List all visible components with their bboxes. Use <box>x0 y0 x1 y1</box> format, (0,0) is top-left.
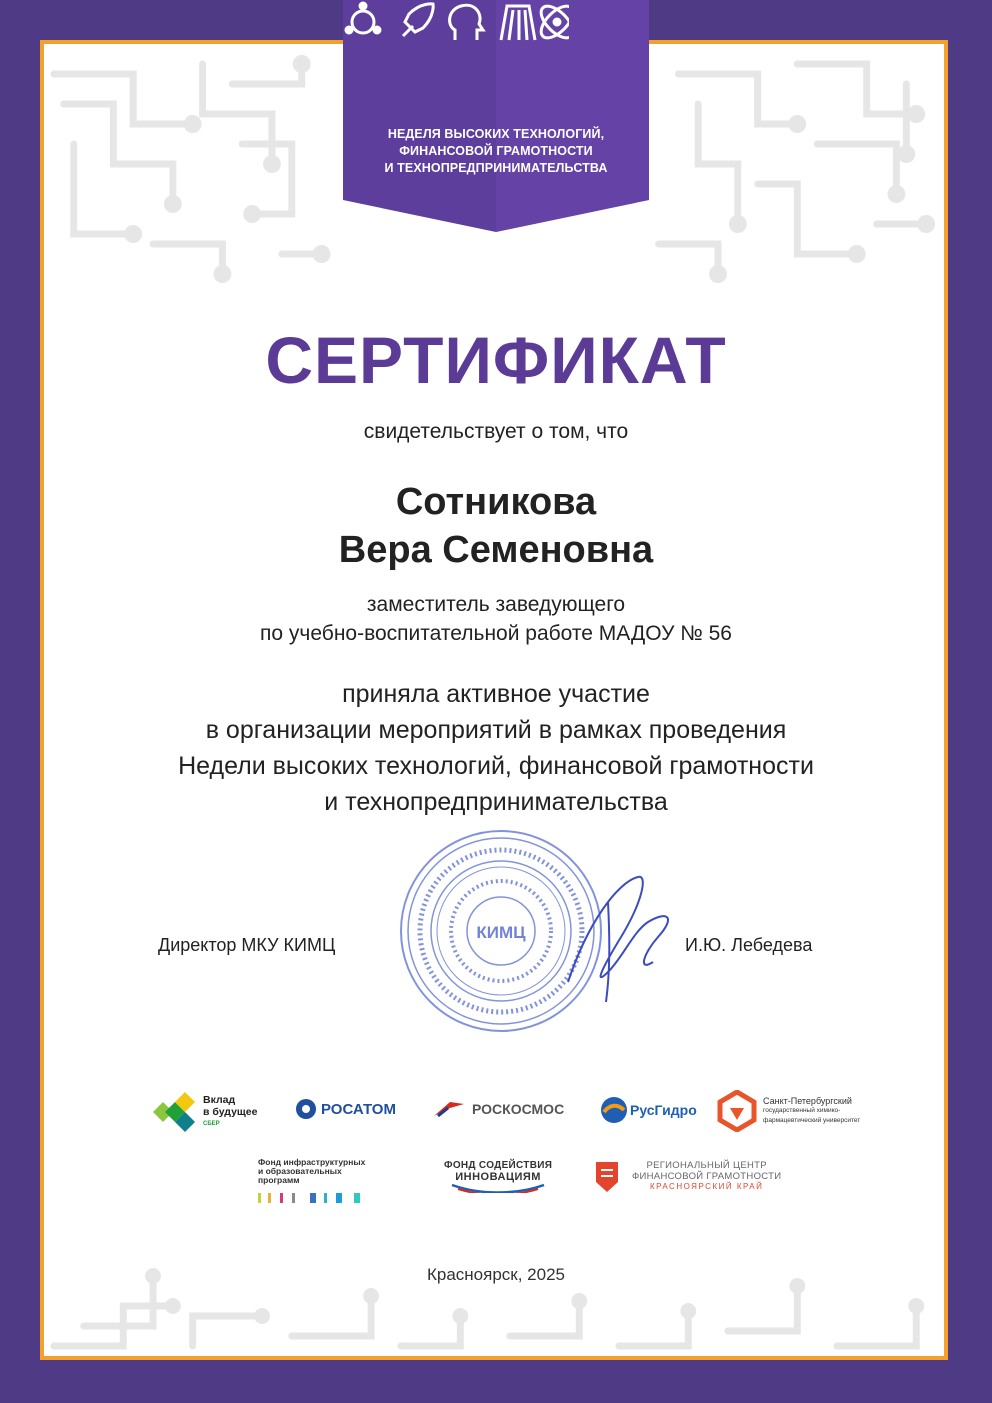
handwritten-signature <box>548 862 688 1012</box>
innov-line-1: ФОНД СОДЕЙСТВИЯ <box>444 1160 553 1171</box>
recipient-name <box>0 478 992 574</box>
rocket-icon <box>403 4 433 36</box>
vklad-line-2: в будущее <box>203 1106 258 1118</box>
city-year: Красноярск, 2025 <box>426 1265 566 1284</box>
vklad-line-1: Вклад <box>203 1094 236 1106</box>
region-center-emblem <box>596 1162 618 1192</box>
atom-icon <box>536 1 569 43</box>
header-line-1: НЕДЕЛЯ ВЫСОКИХ ТЕХНОЛОГИЙ, <box>387 127 605 141</box>
head-profile-icon <box>450 5 483 40</box>
rosatom-mark-icon <box>295 1098 317 1120</box>
region-line-3: КРАСНОЯРСКИЙ КРАЙ <box>649 1182 764 1191</box>
body-line-4: и технопредпринимательства <box>324 788 668 816</box>
innov-flag-swoosh-icon <box>450 1183 546 1193</box>
signatory-name: И.Ю. Лебедева <box>685 935 813 955</box>
recipient-position <box>0 590 992 648</box>
fond-line-2: и образовательных <box>258 1166 342 1176</box>
certificate-body <box>0 676 992 820</box>
rosatom-logo <box>295 1098 396 1120</box>
innov-line-2: ИННОВАЦИЯМ <box>455 1171 541 1183</box>
network-icon <box>346 3 380 33</box>
rushydro-logo <box>600 1096 697 1124</box>
header-line-3: И ТЕХНОПРЕДПРИНИМАТЕЛЬСТВА <box>384 161 608 175</box>
partner-logos-row-1 <box>150 1088 870 1138</box>
body-line-2: в организации мероприятий в рамках проведения <box>205 716 787 744</box>
stamp-center-text: КИМЦ <box>476 923 526 942</box>
region-line-1: РЕГИОНАЛЬНЫЙ ЦЕНТР <box>646 1160 767 1171</box>
position-line-2: по учебно-воспитательной работе МАДОУ № 56 <box>260 622 732 645</box>
bridge-icon <box>501 6 535 40</box>
region-center-logo <box>632 1160 781 1191</box>
body-line-3: Недели высоких технологий, финансовой грамотности <box>178 752 814 780</box>
certificate-title: СЕРТИФИКАТ <box>265 323 727 397</box>
fond-color-bars-icon <box>258 1193 364 1203</box>
region-line-2: ФИНАНСОВОЙ ГРАМОТНОСТИ <box>632 1171 782 1182</box>
header-line-2: ФИНАНСОВОЙ ГРАМОТНОСТИ <box>399 144 593 158</box>
spb-line-3: фармацевтический университет <box>763 1117 861 1124</box>
header-title <box>343 126 649 177</box>
header-ribbon <box>343 0 649 232</box>
innovation-fund-logo <box>444 1160 552 1193</box>
spb-line-2: государственный химико- <box>763 1107 841 1114</box>
rosatom-text: РОСАТОМ <box>321 1100 396 1118</box>
signatory-title: Директор МКУ КИМЦ <box>158 935 336 955</box>
fond-line-1: Фонд инфраструктурных <box>258 1157 366 1167</box>
roscosmos-text: РОСКОСМОС <box>472 1101 565 1117</box>
recipient-given-names: Вера Семеновна <box>338 529 654 571</box>
vklad-mark-icon <box>153 1092 197 1132</box>
header-icons <box>343 0 569 44</box>
rushydro-text: РусГидро <box>630 1102 697 1118</box>
roscosmos-logo <box>432 1100 564 1118</box>
fond-line-3: программ <box>258 1175 300 1185</box>
spb-line-1: Санкт-Петербургский <box>763 1096 852 1106</box>
spb-university-logo <box>716 1090 860 1132</box>
krasnoyarsk-emblem-icon <box>596 1162 618 1192</box>
certificate-subtitle: свидетельствует о том, что <box>363 420 629 443</box>
fond-programs-logo <box>258 1158 365 1203</box>
position-line-1: заместитель заведующего <box>366 593 626 616</box>
vklad-sub: СБЕР <box>203 1121 220 1127</box>
recipient-surname: Сотникова <box>395 481 597 523</box>
vklad-logo <box>153 1092 257 1132</box>
body-line-1: приняла активное участие <box>342 680 650 708</box>
roscosmos-mark-icon <box>432 1100 466 1118</box>
rushydro-mark-icon <box>600 1096 628 1124</box>
spb-university-mark-icon <box>716 1090 758 1132</box>
partner-logos-row-2 <box>150 1152 870 1212</box>
